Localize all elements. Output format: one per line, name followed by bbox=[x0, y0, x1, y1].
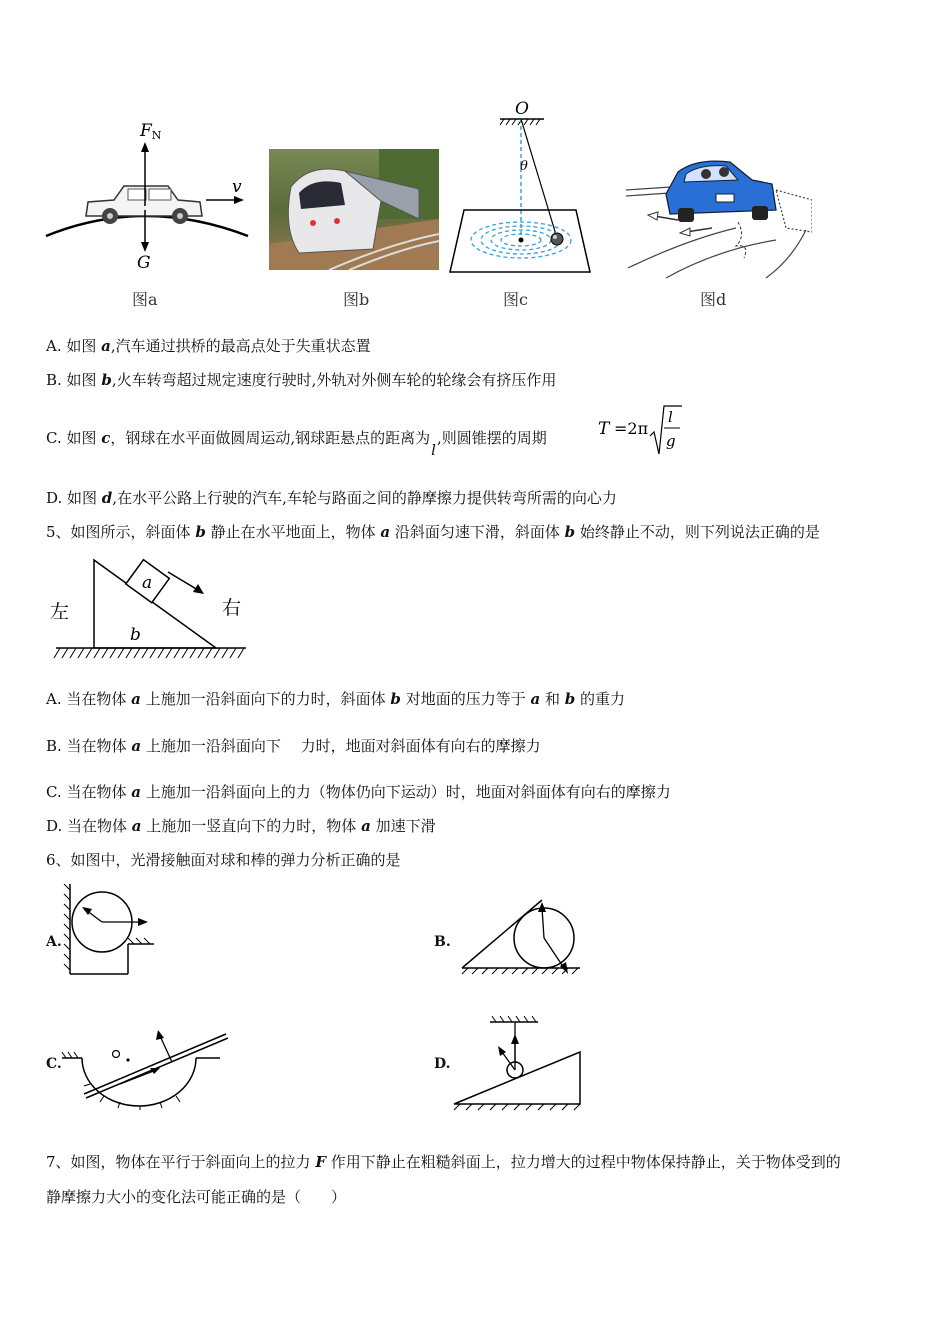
q4-d-text: ,在水平公路上行驶的汽车,车轮与路面之间的静摩擦力提供转弯所需的向心力 bbox=[112, 489, 617, 507]
q6-option-c-label[interactable]: C. bbox=[46, 1056, 62, 1072]
q4-c-fig: c bbox=[101, 429, 111, 447]
blue-car-icon bbox=[666, 161, 776, 222]
q4-c-prefix: C. 如图 bbox=[46, 429, 102, 447]
theta-label: θ bbox=[520, 159, 528, 174]
q5-stem: 5、如图所示，斜面体 b 静止在水平地面上，物体 a 沿斜面匀速下滑，斜面体 b 始终静止不动，则下列说法正确的是 bbox=[46, 523, 820, 541]
q6-figure-c bbox=[60, 1024, 232, 1110]
q4-b-text: ,火车转弯超过规定速度行驶时,外轨对外侧车轮的轮缘会有挤压作用 bbox=[111, 371, 557, 389]
q5-option-b[interactable]: B. 当在物体 a 上施加一沿斜面向下 力时，地面对斜面体有向右的摩擦力 bbox=[46, 737, 541, 755]
figure-a-caption: 图a bbox=[132, 290, 158, 309]
q4-option-a[interactable] bbox=[46, 335, 371, 357]
q4-a-prefix: A. 如图 bbox=[46, 337, 102, 355]
pendulum-period-formula bbox=[596, 402, 688, 458]
q4-b-fig: b bbox=[101, 371, 112, 389]
q7-stem-line2: 静摩擦力大小的变化法可能正确的是（ ） bbox=[46, 1188, 347, 1206]
q5-option-a[interactable]: A. 当在物体 a 上施加一沿斜面向下的力时，斜面体 b 对地面的压力等于 a 和 b 的重力 bbox=[46, 690, 626, 708]
figure-c-conical-pendulum bbox=[448, 98, 593, 276]
o-label: O bbox=[515, 99, 529, 119]
figure-c-caption: 图c bbox=[503, 290, 528, 309]
q4-a-fig: a bbox=[101, 337, 111, 355]
q4-option-d[interactable] bbox=[46, 487, 617, 509]
figure-a-car-on-arch-bridge bbox=[44, 118, 254, 278]
q4-c-text1: ，钢球在水平面做圆周运动,钢球距悬点的距离为 bbox=[110, 429, 431, 447]
g-label: G bbox=[137, 253, 151, 273]
q6-stem: 6、如图中，光滑接触面对球和棒的弹力分析正确的是 bbox=[46, 851, 401, 869]
q6-option-d-label[interactable]: D. bbox=[434, 1056, 451, 1072]
q5-incline-figure bbox=[46, 556, 254, 672]
q6-option-b-label[interactable]: B. bbox=[434, 934, 451, 950]
v-label: v bbox=[232, 177, 242, 197]
formula-2pi: =2π bbox=[614, 419, 649, 438]
q4-option-b[interactable] bbox=[46, 369, 556, 391]
fn-label: FN bbox=[140, 121, 162, 142]
q4-a-text: ,汽车通过拱桥的最高点处于失重状态置 bbox=[110, 337, 371, 355]
q6-option-a-label[interactable]: A. bbox=[46, 934, 62, 950]
formula-numerator: l bbox=[668, 408, 673, 426]
block-a-label: a bbox=[142, 573, 153, 593]
car-icon bbox=[86, 186, 202, 224]
q4-b-prefix: B. 如图 bbox=[46, 371, 102, 389]
q4-option-c[interactable] bbox=[46, 427, 547, 459]
ground-hatch bbox=[54, 648, 244, 658]
q6-figure-b bbox=[458, 896, 584, 980]
q5-option-d[interactable]: D. 当在物体 a 上施加一竖直向下的力时，物体 a 加速下滑 bbox=[46, 817, 436, 835]
formula-t: T bbox=[598, 419, 610, 439]
q6-figure-a bbox=[62, 880, 158, 980]
wedge-b-label: b bbox=[130, 625, 141, 645]
figure-d-caption: 图d bbox=[700, 290, 727, 309]
figure-b-caption: 图b bbox=[343, 290, 370, 309]
q7-stem-line1: 7、如图，物体在平行于斜面向上的拉力 F 作用下静止在粗糙斜面上，拉力增大的过程中物体保持静止，关于物体受到的 bbox=[46, 1153, 841, 1171]
q4-c-text2: ,则圆锥摆的周期 bbox=[436, 429, 547, 447]
figure-d-car-turning bbox=[626, 150, 812, 280]
figure-b-train-photo bbox=[269, 149, 439, 270]
q4-d-fig: d bbox=[101, 489, 113, 507]
left-label: 左 bbox=[50, 601, 70, 623]
right-label: 右 bbox=[222, 597, 242, 619]
q4-c-var-l: l bbox=[431, 441, 436, 459]
q4-d-prefix: D. 如图 bbox=[46, 489, 102, 507]
q6-figure-d bbox=[450, 1016, 586, 1112]
q5-option-c[interactable]: C. 当在物体 a 上施加一沿斜面向上的力（物体仍向下运动）时，地面对斜面体有向右的摩擦力 bbox=[46, 783, 671, 801]
formula-denominator: g bbox=[666, 432, 676, 450]
